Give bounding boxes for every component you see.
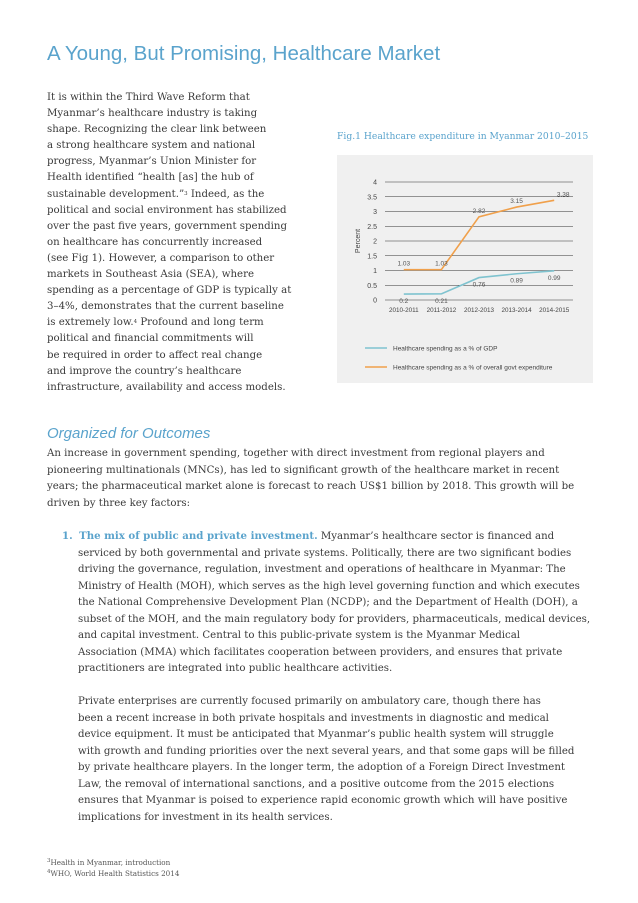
x-tick-label: 2011-2012: [426, 307, 457, 314]
text-line: progress, Myanmar’s Union Minister for: [47, 156, 257, 168]
text-line: sustainable development.”$^3$ Indeed, as the: [47, 188, 265, 200]
text-line: driven by three key factors:: [47, 497, 191, 509]
footnote-ref: 4: [133, 319, 138, 326]
list-item-first-line: 1. The mix of public and private investment. Myanmar’s healthcare sector is financed and: [62, 530, 555, 542]
text-line: Law, the removal of international sanctions, and a positive outcome from the 2015 elections: [78, 778, 555, 790]
text-line: shape. Recognizing the clear link between: [47, 124, 267, 136]
data-label: 0.2: [399, 298, 409, 306]
y-tick-label: 3.5: [367, 194, 377, 202]
text-line: It is within the Third Wave Reform that: [47, 92, 250, 103]
data-label: 3.15: [510, 198, 523, 206]
text-line: a strong healthcare system and national: [47, 140, 256, 152]
text-line: infrastructure, availability and access models.: [47, 381, 286, 393]
footnotes: [47, 857, 179, 879]
text-line: the National Comprehensive Development Plan (NCDP); and the Department of Health (DOH), a: [78, 597, 578, 608]
y-tick-label: 1.5: [367, 253, 377, 261]
text-line: on healthcare has concurrently increased: [47, 236, 263, 248]
text-line: practitioners are integrated into public healthcare activities.: [78, 663, 393, 674]
text-line: and capital investment. Central to this public-private system is the Myanmar Medical: [78, 630, 521, 641]
figure-caption: Fig.1 Healthcare expenditure in Myanmar 2010–2015: [337, 131, 589, 142]
y-tick-label: 1: [373, 268, 377, 275]
y-tick-label: 0: [373, 297, 377, 305]
text-line: is extremely low.$^4$ Profound and long term: [47, 317, 264, 329]
text-line: An increase in government spending, together with direct investment from regional players and: [47, 448, 545, 459]
x-tick-label: 2012-2013: [463, 307, 495, 314]
x-tick-label: 2010-2011: [388, 307, 419, 314]
text-line: implications for investment in its health services.: [78, 811, 333, 823]
list-item-heading: The mix of public and private investment.: [79, 530, 318, 542]
text-line: and improve the country’s healthcare: [47, 365, 242, 377]
text-line: 3–4%, demonstrates that the current baseline: [47, 301, 284, 313]
text-line: be required in order to affect real change: [47, 349, 263, 361]
text-line: (see Fig 1). However, a comparison to other: [47, 252, 275, 264]
intro-paragraph: [47, 90, 307, 396]
text-line: political and financial commitments will: [47, 333, 254, 345]
text-line: Ministry of Health (MOH), which serves as the high level governing function and which executes: [78, 580, 580, 592]
text-line: serviced by both governmental and private systems. Politically, there are two significant bodies: [78, 547, 572, 559]
numbered-list: [62, 528, 602, 826]
data-label: 0.89: [510, 277, 523, 285]
data-label: 1.03: [397, 260, 411, 268]
section-subheading: Organized for Outcomes: [47, 425, 211, 442]
data-label: 0.99: [547, 274, 561, 282]
y-tick-label: 2.5: [367, 223, 377, 231]
text-line: spending as a percentage of GDP is typically at: [47, 285, 292, 297]
text-line: by private healthcare players. In the longer term, the adoption of a Foreign Direct Investment: [78, 762, 565, 773]
data-label: 1.03: [435, 260, 448, 268]
footnote-ref: 3: [184, 190, 188, 197]
text-line: Myanmar’s healthcare industry is taking: [47, 108, 258, 120]
text-line: years; the pharmaceutical market alone is forecast to reach US$1 billion by 2018. This growth will be: [47, 481, 575, 492]
y-tick-label: 0.5: [367, 282, 377, 290]
data-label: 0.76: [472, 281, 486, 289]
text-line: political and social environment has stabilized: [47, 204, 287, 216]
page-title: A Young, But Promising, Healthcare Market: [47, 42, 441, 65]
chart-panel: [337, 155, 593, 383]
footnote: $^4$WHO, World Health Statistics 2014: [47, 869, 180, 878]
text-line: device equipment. It must be anticipated that Myanmar’s public health system will struggle: [78, 729, 554, 740]
x-tick-label: 2014-2015: [539, 307, 570, 314]
text-line: Association (MMA) which facilitates cooperation between providers, and ensures that private: [78, 646, 563, 658]
list-number: 1.: [62, 530, 73, 542]
y-tick-label: 2: [373, 238, 377, 246]
text-line: Private enterprises are currently focused primarily on ambulatory care, though there has: [78, 696, 541, 707]
data-label: 2.82: [472, 207, 486, 215]
footnote: $^3$Health in Myanmar, introduction: [47, 858, 171, 867]
data-label: 3.38: [556, 191, 570, 199]
y-axis-label: Percent: [355, 228, 362, 254]
text-line: over the past five years, government spending: [47, 220, 288, 232]
data-label: 0.21: [435, 297, 448, 305]
y-tick-label: 4: [373, 179, 377, 187]
text-line: Health identified “health [as] the hub of: [47, 172, 254, 184]
list-item-body: [62, 546, 602, 827]
text-line: subset of the MOH, and the main regulatory body for providers, pharmaceuticals, medical devices,: [78, 613, 591, 625]
text-line: with growth and funding priorities over the next several years, and that some gaps will be filled: [78, 745, 575, 757]
text-line: markets in Southeast Asia (SEA), where: [47, 269, 254, 281]
x-tick-label: 2013-2014: [501, 307, 532, 314]
text-line: pioneering multinationals (MNCs), has led to significant growth of the healthcare market in recent: [47, 464, 560, 476]
intro-body-paragraph: [47, 446, 607, 512]
y-tick-label: 3: [373, 209, 377, 216]
legend-label: Healthcare spending as a % of overall govt expenditure: [393, 364, 553, 372]
text-line: been a recent increase in both private hospitals and investments in diagnostic and medical: [78, 712, 549, 724]
legend-label: Healthcare spending as a % of GDP: [393, 345, 498, 353]
line-chart: [337, 155, 593, 383]
text-line: driving the governance, regulation, investment and operations of healthcare in Myanmar: The: [78, 564, 566, 575]
text-line: ensures that Myanmar is poised to experience rapid economic growth which will have positive: [78, 795, 568, 806]
